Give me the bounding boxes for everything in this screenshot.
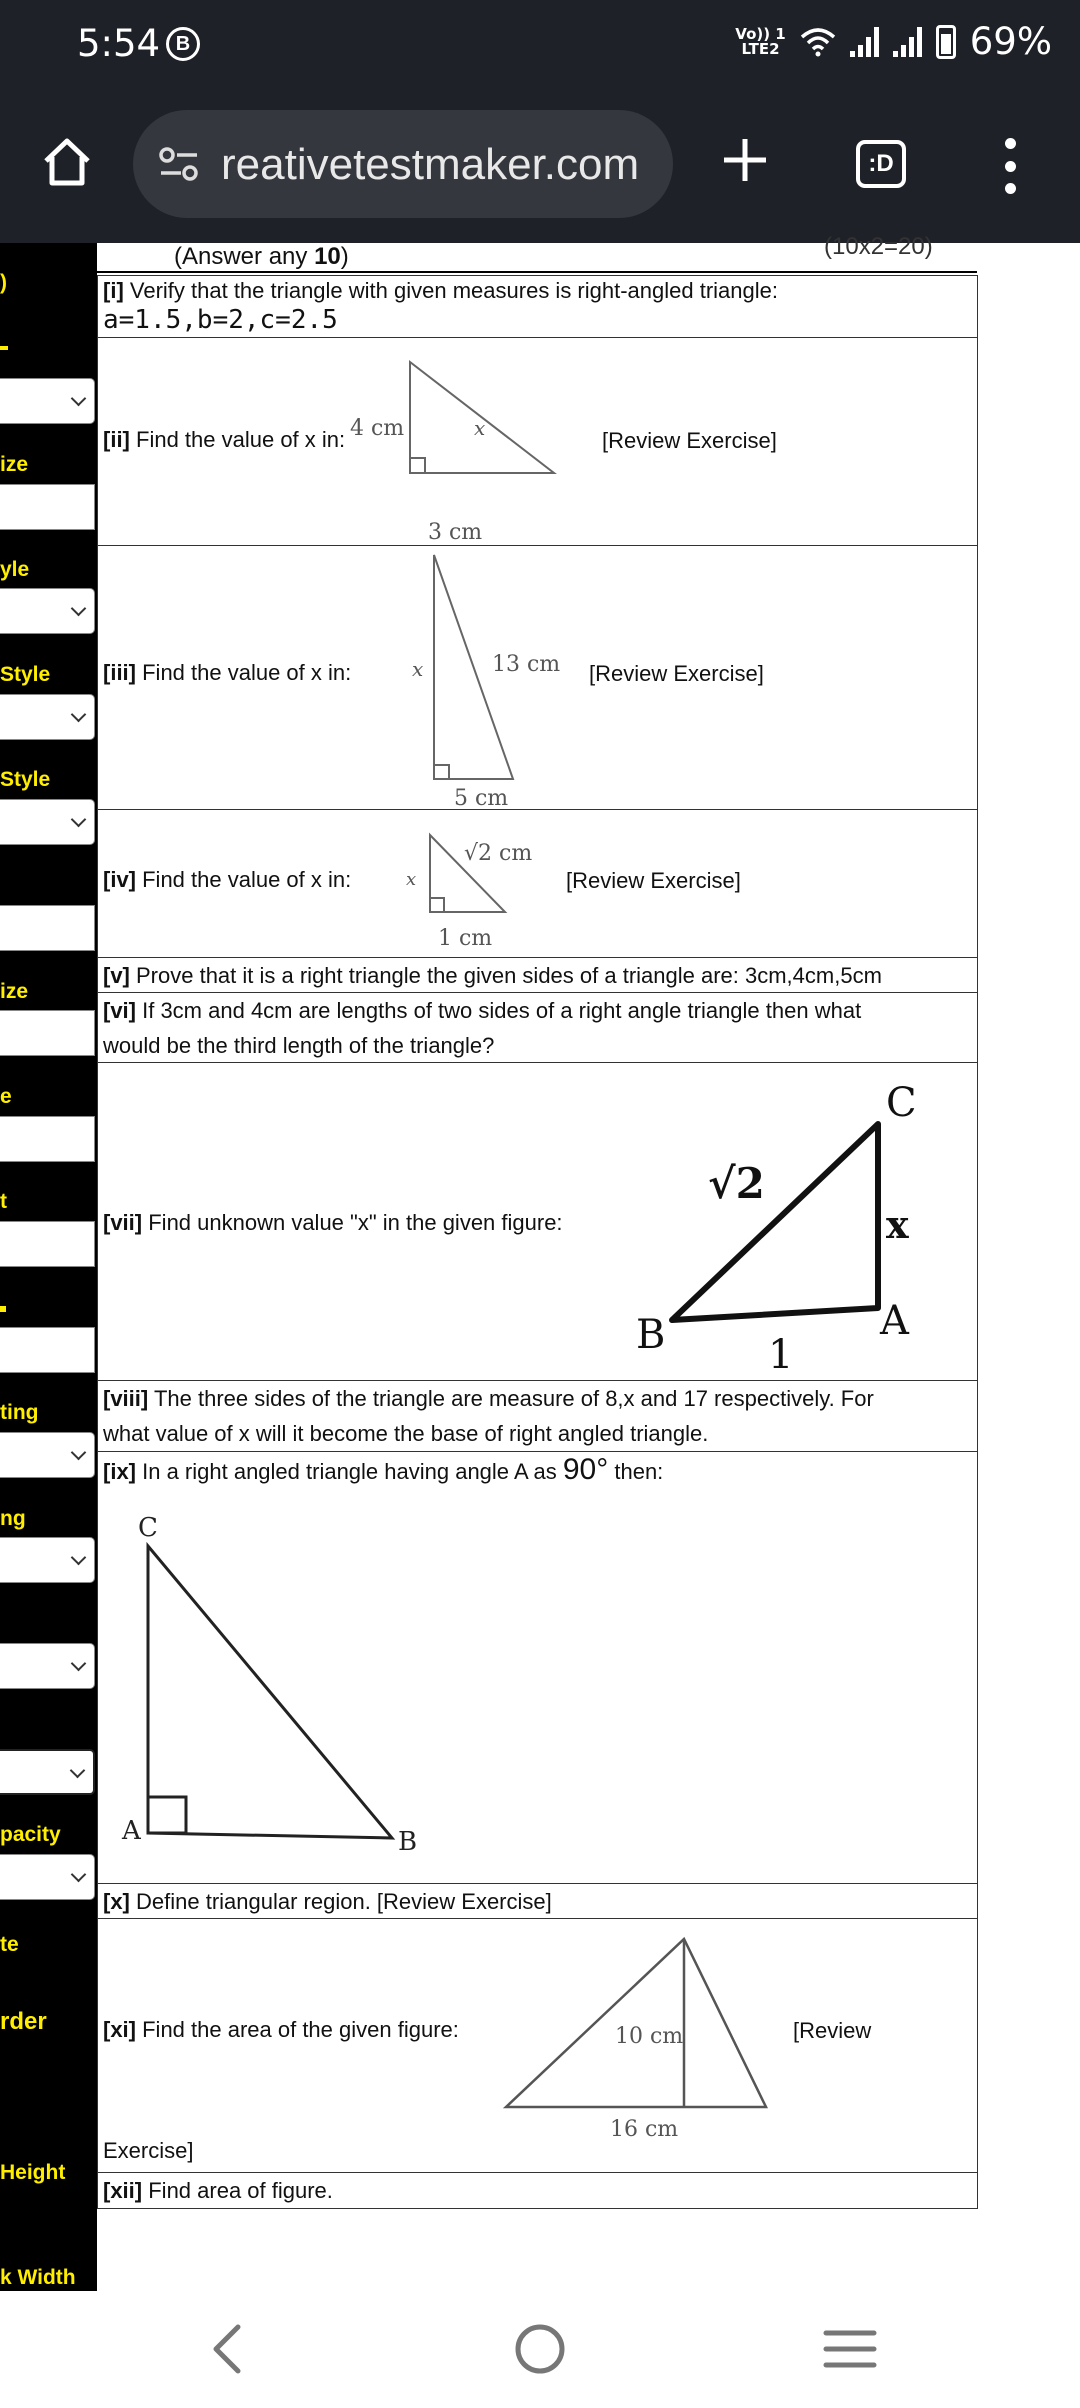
site-settings-icon[interactable] <box>159 146 199 182</box>
home-nav-icon[interactable] <box>512 2321 568 2377</box>
panel-label-size: ize <box>0 453 29 476</box>
svg-text:10 cm: 10 cm <box>615 2024 684 2049</box>
panel-label-font-style: Style <box>0 663 51 686</box>
svg-text:x: x <box>886 1202 909 1247</box>
svg-text:13 cm: 13 cm <box>492 652 561 677</box>
panel-label-e: e <box>0 1085 12 1108</box>
svg-text:x: x <box>474 416 486 440</box>
panel-select[interactable] <box>0 694 95 740</box>
panel-label-font-size: ize <box>0 980 29 1003</box>
svg-text:B: B <box>636 1312 666 1358</box>
panel-label-opacity: pacity <box>0 1823 61 1846</box>
svg-text:√2 cm: √2 cm <box>464 841 533 866</box>
triangle-figure-xi <box>498 1929 798 2144</box>
review-ref-cont: Exercise] <box>103 2138 194 2163</box>
svg-text:3 cm: 3 cm <box>428 520 483 545</box>
panel-mark <box>0 346 8 350</box>
panel-label-border-style: Style <box>0 768 51 791</box>
left-settings-panel <box>0 243 97 2291</box>
question-item-viii: [viii] The three sides of the triangle are measure of 8,x and 17 respectively. For what value of x will it become the base of right angled triangle. <box>97 1381 978 1452</box>
svg-text:√2: √2 <box>708 1159 765 1208</box>
svg-text:x: x <box>406 869 417 890</box>
panel-select[interactable] <box>0 588 95 634</box>
panel-label-te: te <box>0 1933 19 1956</box>
triangle-figure-iii <box>398 551 598 811</box>
question-header <box>97 233 977 273</box>
triangle-figure-ix <box>98 1502 498 1882</box>
panel-input[interactable] <box>0 1116 95 1162</box>
panel-select[interactable] <box>0 1537 95 1583</box>
svg-text:1: 1 <box>768 1332 794 1378</box>
address-bar[interactable] <box>133 110 673 218</box>
back-icon[interactable] <box>208 2321 248 2377</box>
new-tab-icon[interactable] <box>720 135 770 185</box>
battery-percent: 69% <box>969 20 1052 63</box>
review-ref: [Review Exercise] <box>589 661 764 686</box>
wifi-icon <box>800 27 836 57</box>
panel-label-width: k Width <box>0 2266 76 2289</box>
svg-text:A: A <box>880 1298 909 1344</box>
question-item-ix: [ix] In a right angled triangle having angle A as 90° then: C A B <box>97 1452 978 1884</box>
panel-label-border: rder <box>0 2008 47 2035</box>
item-math: a=1.5,b=2,c=2.5 <box>103 305 338 335</box>
question-instruction: (Answer any 10) <box>174 243 349 270</box>
question-item-iii: [iii] Find the value of x in: [Review Exercise] x 13 cm 5 cm <box>97 546 978 810</box>
panel-select[interactable] <box>0 1432 95 1478</box>
panel-input[interactable] <box>0 1327 95 1373</box>
panel-label-t: t <box>0 1190 7 1213</box>
panel-select[interactable] <box>0 378 95 424</box>
panel-select[interactable] <box>0 1854 95 1900</box>
more-menu-icon[interactable] <box>1000 138 1020 194</box>
panel-label-height: Height <box>0 2161 66 2184</box>
top-bar <box>0 0 1080 243</box>
svg-text:x: x <box>412 657 424 681</box>
status-icons <box>735 20 1052 63</box>
question-item-iv: [iv] Find the value of x in: [Review Exercise] x √2 cm 1 cm <box>97 810 978 958</box>
panel-input[interactable] <box>0 905 95 951</box>
svg-text:C: C <box>138 1513 158 1543</box>
panel-label-style: yle <box>0 558 30 581</box>
question-item-vii: [vii] Find unknown value "x" in the given figure: C B A √2 x 1 <box>97 1063 978 1381</box>
panel-input[interactable] <box>0 484 95 530</box>
svg-text:16 cm: 16 cm <box>610 2117 679 2142</box>
question-item-xi: [xi] Find the area of the given figure: [Review Exercise] 10 cm 16 cm <box>97 1919 978 2173</box>
question-item-vi: [vi] If 3cm and 4cm are lengths of two sides of a right angle triangle then what would be the third length of the triangle? <box>97 993 978 1063</box>
review-ref: [Review Exercise] <box>566 868 741 893</box>
review-ref: [Review Exercise] <box>602 428 777 453</box>
svg-text:4 cm: 4 cm <box>350 416 405 441</box>
panel-label-spacing: ng <box>0 1507 26 1530</box>
panel-input[interactable] <box>0 1010 95 1056</box>
home-icon[interactable] <box>40 135 94 189</box>
panel-mark <box>0 1306 6 1312</box>
svg-text:A: A <box>122 1816 141 1846</box>
review-ref: [Review <box>793 2018 872 2043</box>
panel-label: ) <box>0 271 7 294</box>
triangle-figure-vii <box>628 1068 978 1378</box>
svg-text:C: C <box>886 1080 917 1126</box>
svg-text:5 cm: 5 cm <box>454 786 509 811</box>
question-item-x: [x] Define triangular region. [Review Exercise] <box>97 1884 978 1919</box>
panel-select-focused[interactable] <box>0 1749 95 1795</box>
question-item-ii: [ii] Find the value of x in: [Review Exercise] 4 cm x 3 cm <box>97 338 978 546</box>
b-notification-icon: B <box>166 27 200 61</box>
status-time: 5:54 <box>77 22 161 65</box>
panel-select[interactable] <box>0 1643 95 1689</box>
svg-text:1 cm: 1 cm <box>438 926 493 951</box>
tab-switcher-button[interactable]: :D <box>856 140 906 188</box>
question-item-v: [v] Prove that it is a right triangle the given sides of a triangle are: 3cm,4cm,5cm <box>97 958 978 993</box>
svg-text:B: B <box>398 1827 418 1857</box>
signal-1-icon <box>850 27 879 57</box>
angle-value: 90° <box>562 1453 609 1486</box>
volte-icon: Vo)) 1 LTE2 <box>735 24 786 58</box>
battery-icon <box>936 25 956 59</box>
url-text[interactable]: reativetestmaker.com <box>221 140 640 189</box>
panel-input[interactable] <box>0 1221 95 1267</box>
panel-label-setting: ting <box>0 1401 39 1424</box>
triangle-figure-iv <box>398 825 558 955</box>
recents-icon[interactable] <box>822 2321 878 2377</box>
question-paper <box>97 233 1080 2291</box>
system-nav-bar <box>0 2291 1080 2408</box>
triangle-figure-ii <box>350 358 568 548</box>
question-marks: (10x2=20) <box>824 233 933 260</box>
panel-select[interactable] <box>0 799 95 845</box>
question-item-i: [i] Verify that the triangle with given measures is right-angled triangle: a=1.5,b=2,c=2.5 <box>97 275 978 338</box>
signal-2-icon <box>893 27 922 57</box>
question-item-xii: [xii] Find area of figure. <box>97 2173 978 2209</box>
